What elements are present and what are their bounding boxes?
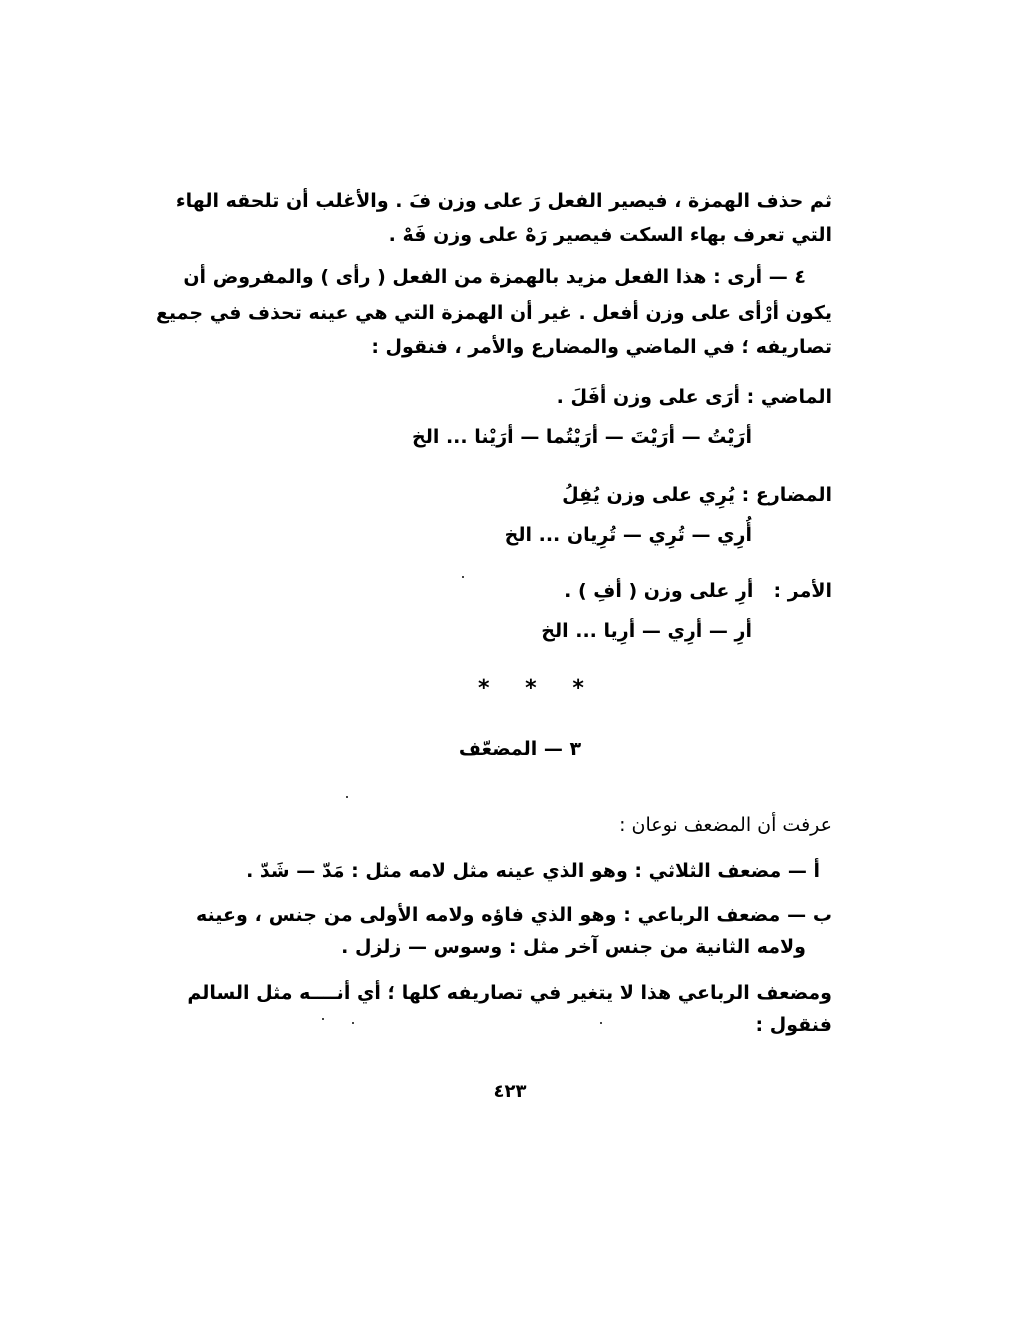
paragraph-1-line-1: ثم حذف الهمزة ، فيصير الفعل رَ على وزن فَ . والأغلب أن تلحقه الهاء: [175, 190, 832, 212]
paragraph-3-item-b-line-2: ولامه الثانية من جنس آخر مثل : وسوس — زلزل .: [341, 936, 806, 958]
scan-speck: [600, 1022, 602, 1024]
scan-speck: [352, 1022, 354, 1024]
conjugation-past-row: [557, 384, 832, 410]
section-separator: * * *: [478, 676, 598, 701]
scan-speck: [462, 576, 464, 578]
paragraph-2-line-1: ٤ — أرى : هذا الفعل مزيد بالهمزة من الفعل ( رأى ) والمفروض أن: [183, 266, 806, 288]
conjugation-past-label: الماضي :: [746, 386, 832, 408]
paragraph-3-intro: عرفت أن المضعف نوعان :: [619, 814, 832, 836]
conjugation-present-examples: أُرِي — تُرِي — تُرِيان ... الخ: [504, 524, 752, 546]
scan-speck: [346, 796, 348, 798]
conjugation-past-examples: أرَيْتُ — أرَيْتَ — أرَيْتُما — أرَيْنا ... الخ: [412, 426, 752, 448]
page-number: ٤٢٣: [493, 1081, 527, 1102]
section-heading: ٣ — المضعّف: [458, 738, 582, 760]
conjugation-imperative-label: الأمر :: [773, 580, 832, 602]
conjugation-imperative-rule: أرِ على وزن ( أفِ ) .: [564, 580, 754, 602]
conjugation-present-rule: يُرِي على وزن يُفِلُ: [562, 484, 735, 506]
paragraph-2-line-2: يكون أرْأى على وزن أفعل . غير أن الهمزة التي هي عينه تحذف في جميع: [155, 302, 832, 324]
paragraph-1-line-2: التي تعرف بهاء السكت فيصير رَهْ على وزن فَهْ .: [388, 224, 832, 246]
conjugation-present-row: [562, 482, 832, 508]
conjugation-past-rule: أرَى على وزن أفَلَ .: [556, 386, 741, 408]
conjugation-imperative-row: [564, 578, 832, 604]
scan-speck: [322, 1018, 324, 1020]
conjugation-present-label: المضارع :: [741, 484, 832, 506]
paragraph-3-closing-line-1: ومضعف الرباعي هذا لا يتغير في تصاريفه كلها ؛ أي أنــــه مثل السالم: [187, 982, 832, 1004]
paragraph-3-item-b-line-1: ب — مضعف الرباعي : وهو الذي فاؤه ولامه الأولى من جنس ، وعينه: [196, 904, 832, 926]
conjugation-imperative-examples: أرِ — أرِي — أرِيا ... الخ: [541, 620, 752, 642]
paragraph-3-item-a: أ — مضعف الثلاثي : وهو الذي عينه مثل لامه مثل : مَدّ — شَدّ .: [246, 860, 820, 882]
paragraph-3-closing-line-2: فنقول :: [755, 1014, 832, 1036]
paragraph-2-line-3: تصاريفه ؛ في الماضي والمضارع والأمر ، فنقول :: [371, 336, 832, 358]
